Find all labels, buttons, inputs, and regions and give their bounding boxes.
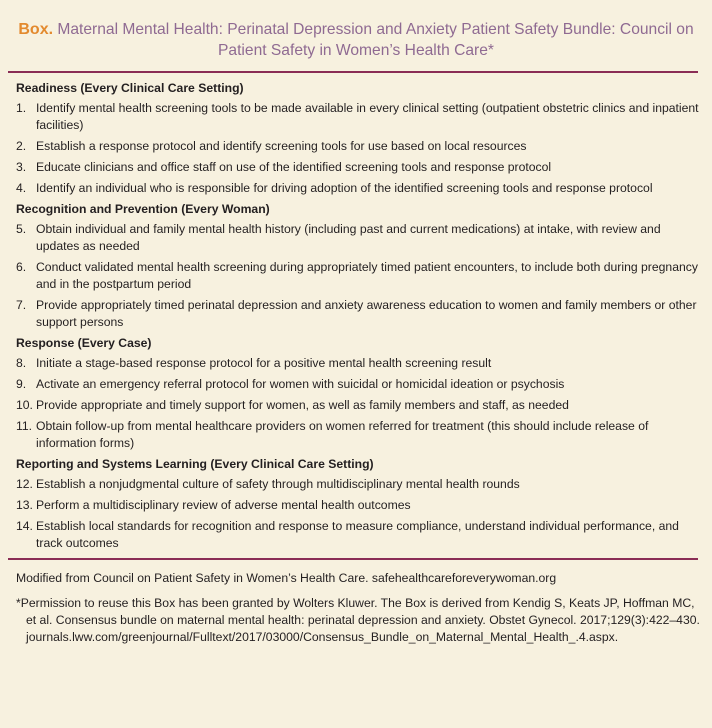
list-item (16, 180, 700, 197)
list-item (16, 100, 700, 134)
item-text: Establish local standards for recognition and response to measure compliance, understand individual performance, and track outcomes (36, 519, 679, 550)
item-number: 14. (16, 519, 33, 533)
item-number: 8. (16, 356, 27, 370)
bundle-section (16, 335, 700, 452)
section-title: Recognition and Prevention (Every Woman) (16, 202, 270, 216)
list-item (16, 297, 700, 331)
item-text: Obtain follow-up from mental healthcare providers on women referred for treatment (this should include release of information forms) (36, 419, 649, 450)
list-item (16, 159, 700, 176)
section-title: Reporting and Systems Learning (Every Clinical Care Setting) (16, 457, 374, 471)
section-title: Response (Every Case) (16, 336, 152, 350)
item-number: 6. (16, 260, 27, 274)
item-number: 4. (16, 181, 27, 195)
bundle-section (16, 80, 700, 197)
permission-note: *Permission to reuse this Box has been granted by Wolters Kluwer. The Box is derived from Kendig S, Keats JP, Hoffman MC, et al. Consensus bundle on maternal mental health: perinatal depression and anxiety. Obstet Gynecol. 2017;129(3):422–430. journals.lww.com/greenjournal/Fulltext/2017/03000/Consensus_Bundle_on_Maternal_Mental_Health_.4.aspx. (16, 596, 700, 644)
item-number: 11. (16, 419, 33, 433)
list-item (16, 418, 700, 452)
item-number: 12. (16, 477, 33, 491)
list-item (16, 355, 700, 372)
source-note: Modified from Council on Patient Safety in Women’s Health Care. safehealthcareforeverywoman.org (16, 571, 557, 585)
item-number: 9. (16, 377, 27, 391)
bundle-section (16, 456, 700, 552)
item-text: Obtain individual and family mental health history (including past and current medications) at intake, with review and updates as needed (36, 222, 661, 253)
list-item (16, 397, 700, 414)
item-text: Initiate a stage-based response protocol for a positive mental health screening result (36, 356, 492, 370)
footer (0, 560, 712, 646)
item-text: Activate an emergency referral protocol for women with suicidal or homicidal ideation or psychosis (36, 377, 565, 391)
item-text: Establish a nonjudgmental culture of safety through multidisciplinary mental health rounds (36, 477, 520, 491)
item-text: Perform a multidisciplinary review of adverse mental health outcomes (36, 498, 411, 512)
item-text: Educate clinicians and office staff on use of the identified screening tools and response protocol (36, 160, 552, 174)
section-title: Readiness (Every Clinical Care Setting) (16, 81, 244, 95)
item-number: 10. (16, 398, 33, 412)
item-number: 7. (16, 298, 27, 312)
box-title-text: Maternal Mental Health: Perinatal Depression and Anxiety Patient Safety Bundle: Council on Patient Safety in Women’s Health Care* (57, 21, 694, 59)
item-number: 3. (16, 160, 27, 174)
bundle-content (0, 73, 712, 552)
item-number: 2. (16, 139, 27, 153)
box-label: Box. (18, 21, 54, 38)
list-item (16, 221, 700, 255)
item-text: Identify an individual who is responsible for driving adoption of the identified screening tools and response protocol (36, 181, 653, 195)
list-item (16, 518, 700, 552)
item-text: Establish a response protocol and identify screening tools for use based on local resources (36, 139, 527, 153)
list-item (16, 259, 700, 293)
list-item (16, 476, 700, 493)
list-item (16, 497, 700, 514)
item-text: Conduct validated mental health screening during appropriately timed patient encounters, to include both during pregnancy and in the postpartum period (36, 260, 698, 291)
list-item (16, 138, 700, 155)
item-text: Provide appropriately timed perinatal depression and anxiety awareness education to women and family members or other support persons (36, 298, 697, 329)
list-item (16, 376, 700, 393)
item-text: Identify mental health screening tools to be made available in every clinical setting (outpatient obstetric clinics and inpatient facilities) (36, 101, 699, 132)
item-text: Provide appropriate and timely support for women, as well as family members and staff, as needed (36, 398, 569, 412)
item-number: 5. (16, 222, 27, 236)
item-number: 1. (16, 101, 27, 115)
box-title (0, 0, 712, 61)
item-number: 13. (16, 498, 33, 512)
bundle-section (16, 201, 700, 331)
